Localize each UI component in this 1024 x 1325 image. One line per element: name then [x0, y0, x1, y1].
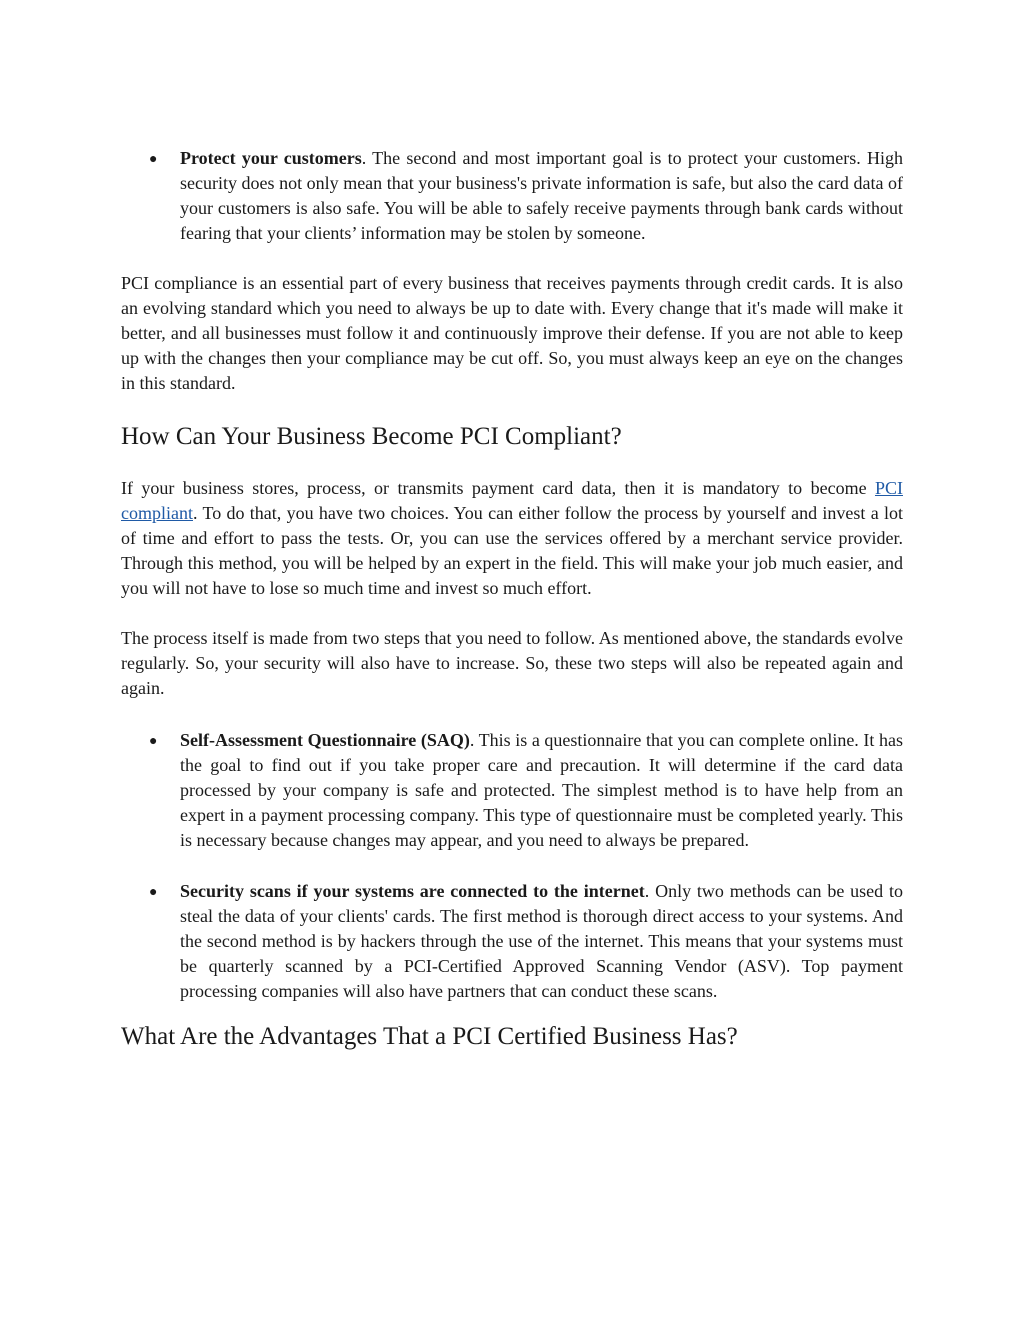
bullet-body: . Only two methods can be used to steal the data of your clients' cards. The first method is thorough direct access to your systems. And the second method is by hackers through the use of the internet. This means that your systems must be quarterly scanned by a PCI-Certified Approved Scanning Vendor (ASV). Top payment processing companies will also have partners that can conduct these scans.: [180, 881, 903, 1001]
bullet-item-saq: [121, 728, 903, 853]
bullet-dot-icon: ●: [149, 885, 158, 900]
bullet-text: [180, 146, 903, 246]
bullet-body: . The second and most important goal is to protect your customers. High security does not only mean that your business's private information is safe, but also the card data of your customers is also safe. You will be able to safely receive payments through bank cards without fearing that your clients’ information may be stolen by someone.: [180, 148, 904, 243]
bullet-body: . This is a questionnaire that you can complete online. It has the goal to find out if you take proper care and precaution. It will determine if the card data processed by your company is safe and protected. The simplest method is to have help from an expert in a payment processing company. This type of questionnaire must be completed yearly. This is necessary because changes may appear, and you need to always be prepared.: [180, 730, 903, 850]
heading-become-compliant: How Can Your Business Become PCI Compliant?: [121, 423, 622, 450]
bullet-text: [180, 879, 903, 1004]
paragraph-compliance: PCI compliance is an essential part of every business that receives payments through credit cards. It is also an evolving standard which you need to always be up to date with. Every change that it's made will make it better, and all businesses must follow it and continuously improve their defense. If you are not able to keep up with the changes then your compliance may be cut off. So, you must always keep an eye on the changes in this standard.: [121, 273, 903, 393]
bullet-title: Protect your customers: [180, 148, 362, 168]
paragraph-process: The process itself is made from two steps that you need to follow. As mentioned above, the standards evolve regularly. So, your security will also have to increase. So, these two steps will also be repeated again and again.: [121, 628, 903, 698]
paragraph-become: [121, 476, 903, 601]
bullet-text: [180, 728, 903, 853]
heading-advantages: What Are the Advantages That a PCI Certified Business Has?: [121, 1023, 738, 1050]
bullet-title: Security scans if your systems are connected to the internet: [180, 881, 645, 901]
paragraph-become-start: If your business stores, process, or transmits payment card data, then it is mandatory to become: [121, 478, 875, 498]
document-page: [121, 146, 903, 1052]
paragraph-become-end: . To do that, you have two choices. You can either follow the process by yourself and invest a lot of time and effort to pass the tests. Or, you can use the services offered by a merchant service provider. Through this method, you will be helped by an expert in the field. This will make your job much easier, and you will not have to lose so much time and invest so much effort.: [121, 503, 903, 598]
bullet-dot-icon: ●: [149, 152, 158, 167]
bullet-title: Self-Assessment Questionnaire (SAQ): [180, 730, 470, 750]
bullet-item-security-scans: [121, 879, 903, 1004]
bullet-dot-icon: ●: [149, 734, 158, 749]
pci-compliant-link[interactable]: PCI compliant: [121, 478, 903, 523]
bullet-item-protect-customers: [121, 146, 903, 246]
